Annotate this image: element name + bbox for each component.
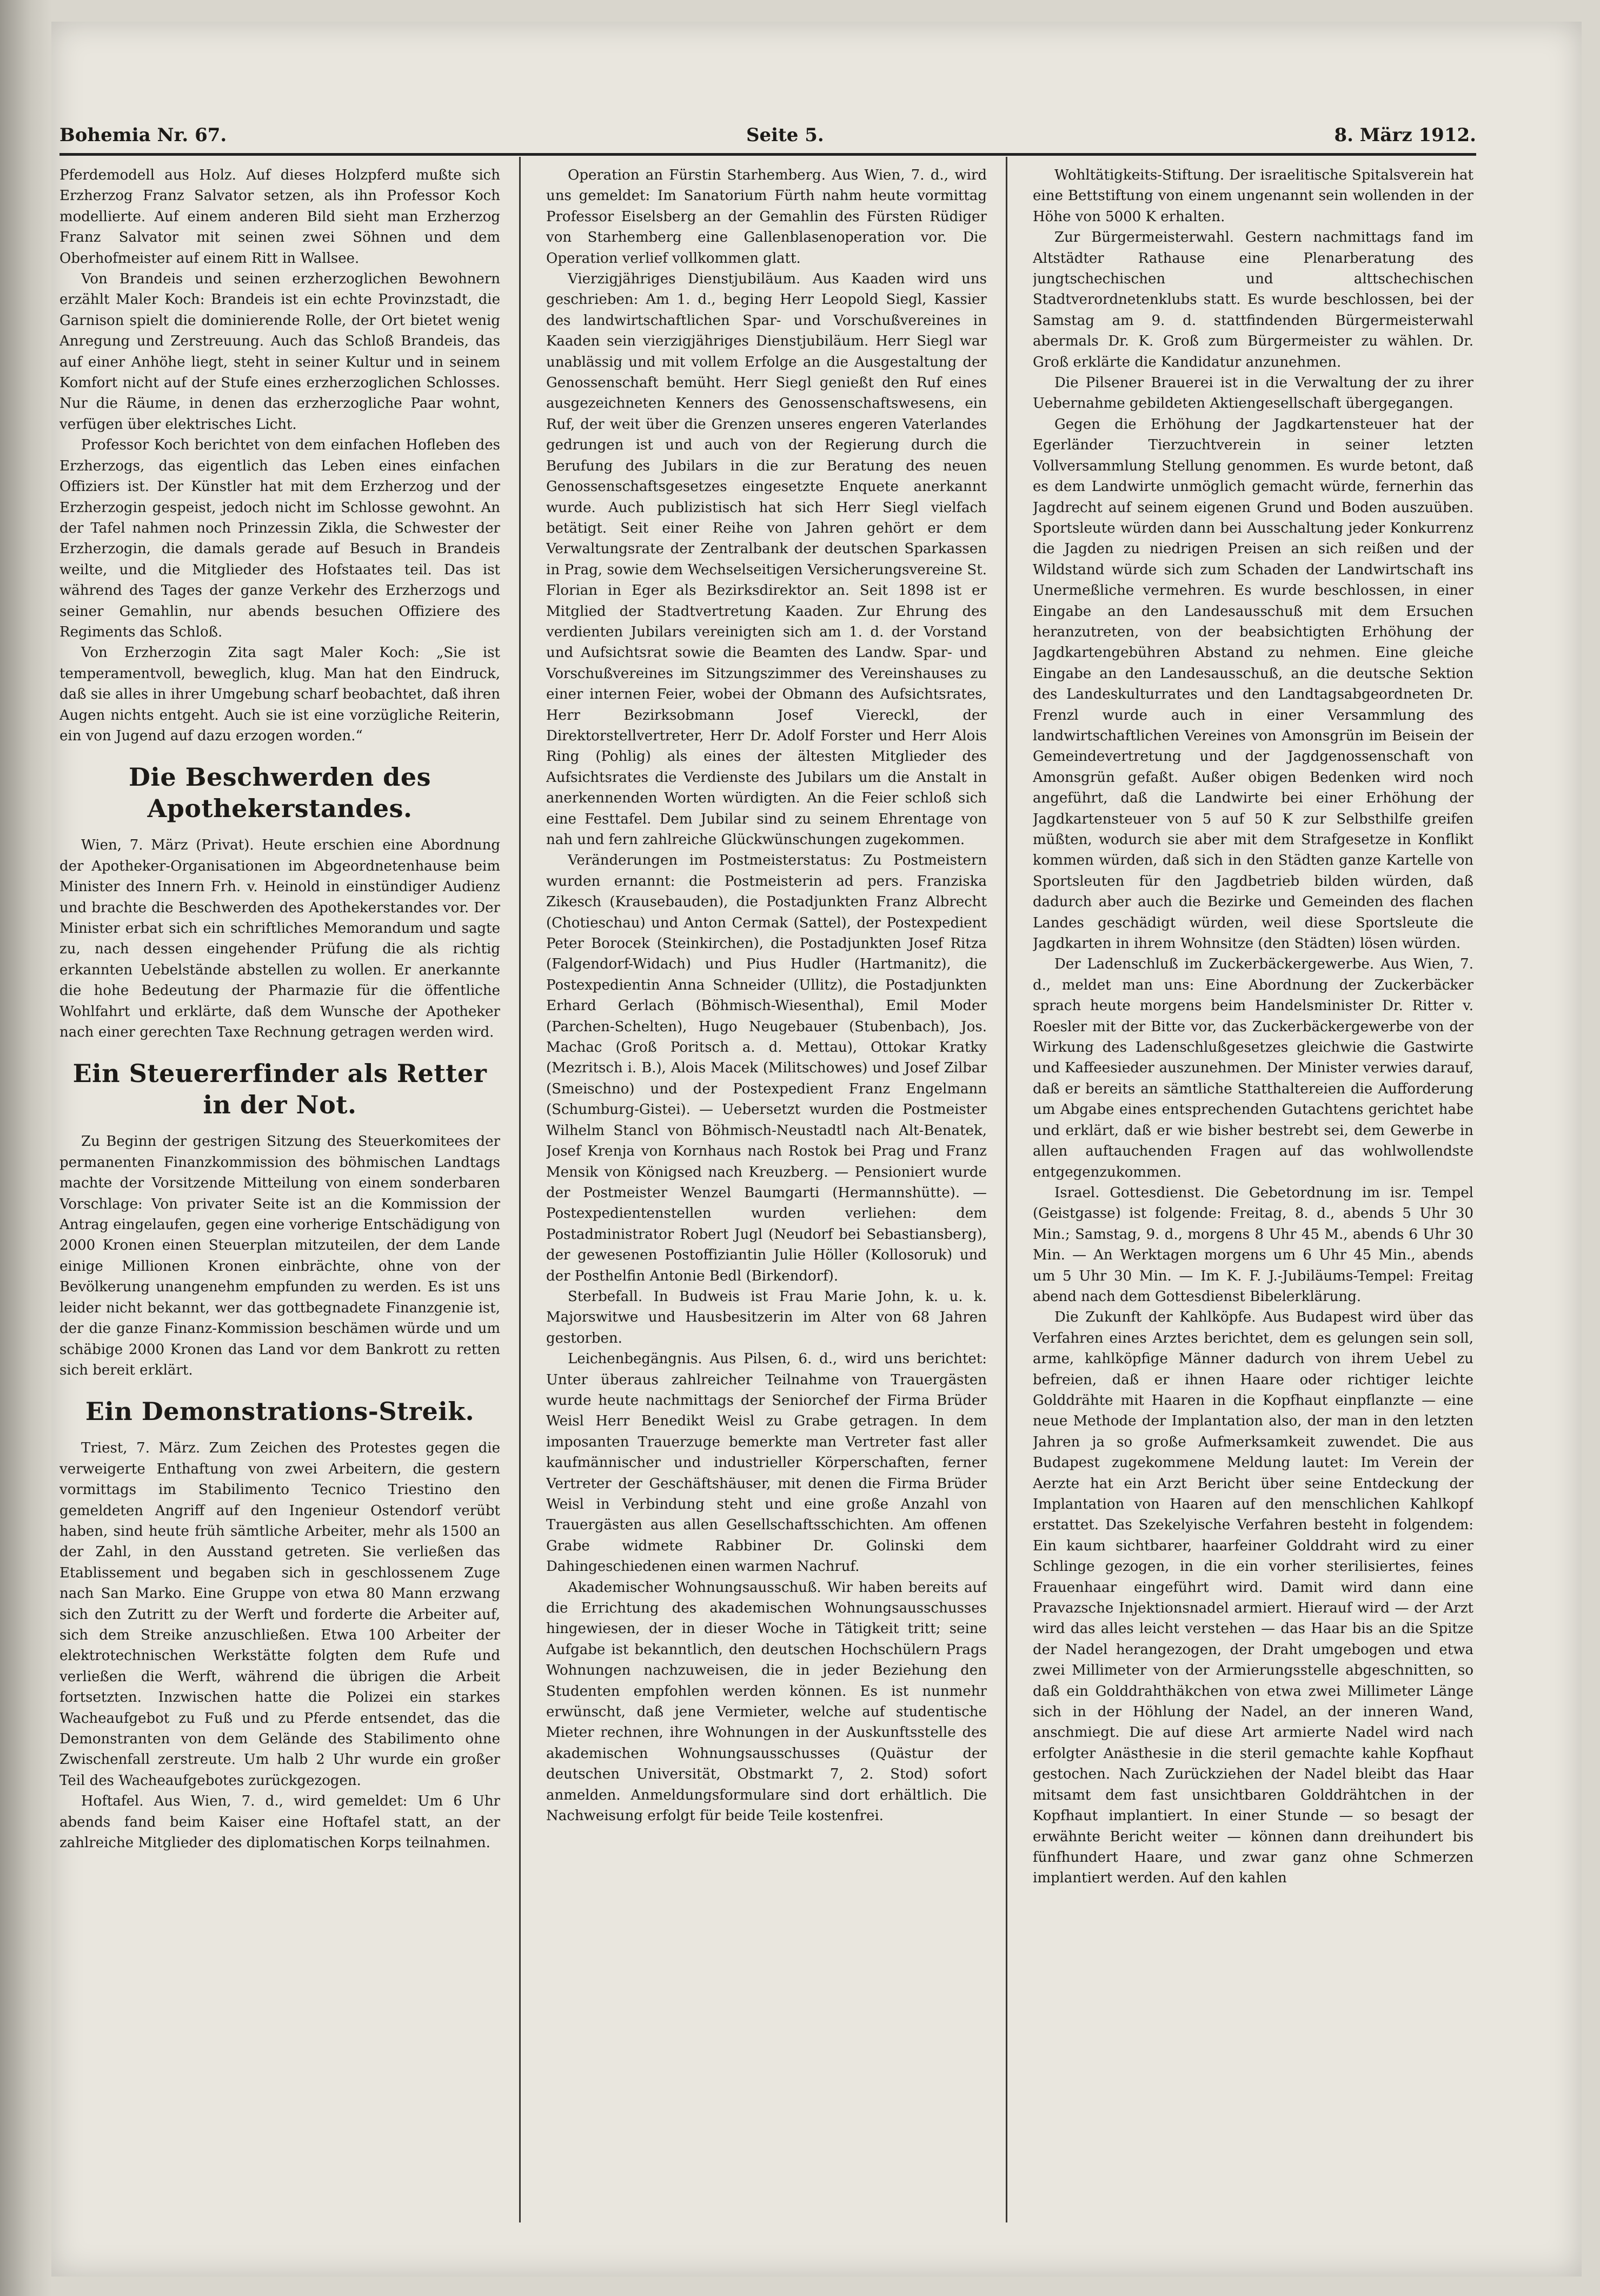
- column-3: [1033, 165, 1473, 2220]
- article-heading: Die Beschwerden des Apothekerstandes.: [129, 762, 431, 824]
- article-text: Professor Koch berichtet von dem einfachen Hofleben des Erzherzogs, das eigentlich das Leben eines einfachen Offiziers ist. Der Künstler hat mit dem Erzherzog und der Erzherzogin gespeist, jedoch nicht im Schlosse gewohnt. An der Tafel nahmen noch Prinzessin Zikla, die Schwester der Erzherzogin, die damals gerade auf Besuch in Brandeis weilte, und die Mitglieder des Hofstaates teil. Das ist während des Tages der ganze Verkehr des Erzherzogs und seiner Gemahlin, nur abends besuchen Offiziere des Regiments das Schloß.: [59, 437, 500, 640]
- article-heading: Ein Demonstrations-Streik.: [85, 1397, 475, 1426]
- article-text: Zu Beginn der gestrigen Sitzung des Steuerkomitees der permanenten Finanzkommission des böhmischen Landtags machte der Vorsitzende Mitteilung von einem sonderbaren Vorschlage: Von privater Seite ist an die Kommission der Antrag eingelaufen, gegen eine vorherige Entschädigung von 2000 Kronen einen Steuerplan mitzuteilen, der dem Lande einige Millionen Kronen einbrächte, ohne von der Bevölkerung unangenehm empfunden zu werden. Es ist uns leider nicht bekannt, wer das gottbegnadete Finanzgenie ist, der die ganze Finanz-Kommission beschämen würde und um schäbige 2000 Kronen das Land vor dem Bankrott zu retten sich bereit erklärt.: [59, 1133, 500, 1378]
- article-text: Operation an Fürstin Starhemberg. Aus Wien, 7. d., wird uns gemeldet: Im Sanatorium Fürth nahm heute vormittag Professor Eiselsberg an der Gemahlin des Fürsten Rüdiger von Starhemberg eine Gallenblasenoperation vor. Die Operation verlief vollkommen glatt.: [546, 167, 987, 267]
- header-rule: [59, 153, 1476, 156]
- article-text: Die Zukunft der Kahlköpfe. Aus Budapest wird über das Verfahren eines Arztes berichtet, dem es gelungen sein soll, arme, kahlköpfige Männer dadurch von ihrem Uebel zu befreien, daß er ihnen Haare oder richtiger leichte Golddrähte mit Haaren in die Kopfhaut einpflanzte — eine neue Methode der Implantation also, der man in den letzten Jahren ja so große Aufmerksamkeit zuwendet. Die aus Budapest zugekommene Meldung lautet: Im Verein der Aerzte hat ein Arzt Bericht über seine Entdeckung der Implantation von Haaren auf den menschlichen Kahlkopf erstattet. Das Szekelyische Verfahren besteht in folgendem: Ein kaum sichtbarer, haarfeiner Golddraht wird zu einer Schlinge gezogen, in die ein vorher sterilisiertes, feines Frauenhaar eingeführt wird. Damit wird dann eine Pravazsche Injektionsnadel armiert. Hierauf wird — der Arzt wird das alles leicht verstehen — das Haar bis an die Spitze der Nadel herangezogen, der Draht umgebogen und etwa zwei Millimeter von der Armierungsstelle abgeschnitten, so daß ein Golddrahthäkchen von etwa zwei Millimeter Länge sich in der Höhlung der Nadel, an der inneren Wand, anschmiegt. Die auf diese Art armierte Nadel wird nach erfolgter Anästhesie in die steril gemachte kahle Kopfhaut gestochen. Nach Zurückziehen der Nadel bleibt das Haar mitsamt dem fast unsichtbaren Golddrähtchen in der Kopfhaut implantiert. In einer Stunde — so besagt der erwähnte Bericht weiter — können dann dreihundert bis fünfhundert Haare, und zwar ganz ohne Schmerzen implantiert werden. Auf den kahlen: [1033, 1309, 1473, 1887]
- header-date: 8. März 1912.: [1334, 124, 1476, 146]
- column-2: [546, 165, 987, 2220]
- article-text: Wien, 7. März (Privat). Heute erschien eine Abordnung der Apotheker-Organisationen im Abgeordnetenhause beim Minister des Innern Frh. v. Heinold in einstündiger Audienz und brachte die Beschwerden des Apothekerstandes vor. Der Minister erbat sich ein schriftliches Memorandum und sagte zu, nach dessen eingehender Prüfung die als richtig erkannten Uebelstände abstellen zu wollen. Er anerkannte die hohe Bedeutung der Pharmazie für die öffentliche Wohlfahrt und erklärte, daß dem Wunsche der Apotheker nach einer gerechten Taxe Rechnung getragen werden wird.: [59, 837, 500, 1041]
- article-text: Pferdemodell aus Holz. Auf dieses Holzpferd mußte sich Erzherzog Franz Salvator setzen, als ihn Professor Koch modellierte. Auf einem anderen Bild sieht man Erzherzog Franz Salvator mit seinen zwei Söhnen und dem Oberhofmeister auf einem Ritt in Wallsee.: [59, 167, 500, 267]
- article-text: Die Pilsener Brauerei ist in die Verwaltung der zu ihrer Uebernahme gebildeten Aktiengesellschaft übergegangen.: [1033, 375, 1473, 412]
- article-text: Leichenbegängnis. Aus Pilsen, 6. d., wird uns berichtet: Unter überaus zahlreicher Teilnahme von Trauergästen wurde heute nachmittags der Seniorchef der Firma Brüder Weisl Herr Benedikt Weisl zu Grabe getragen. In dem imposanten Trauerzuge bemerkte man Vertreter fast aller kaufmännischer und industrieller Körperschaften, ferner Vertreter der Geschäftshäuser, mit denen die Firma Brüder Weisl in Verbindung steht und eine große Anzahl von Trauergästen aus allen Gesellschaftsschichten. Am offenen Grabe widmete Rabbiner Dr. Golinski dem Dahingeschiedenen einen warmen Nachruf.: [546, 1351, 987, 1575]
- article-text: Triest, 7. März. Zum Zeichen des Protestes gegen die verweigerte Enthaftung von zwei Arbeitern, die gestern vormittags im Stabilimento Tecnico Triestino den gemeldeten Angriff auf den Ingenieur Ostendorf verübt haben, sind heute früh sämtliche Arbeiter, mehr als 1500 an der Zahl, in den Ausstand getreten. Sie verließen das Etablissement und begaben sich in geschlossenem Zuge nach San Marko. Eine Gruppe von etwa 80 Mann erzwang sich den Zutritt zu der Werft und forderte die Arbeiter auf, sich dem Streike anzuschließen. Etwa 100 Arbeiter der elektrotechnischen Werkstätte folgten dem Rufe und verließen die Werft, während die übrigen die Arbeit fortsetzten. Inzwischen hatte die Polizei ein starkes Wacheaufgebot zu Fuß und zu Pferde entsendet, das die Demonstranten von dem Gelände des Stabilimento ohne Zwischenfall zerstreute. Um halb 2 Uhr wurde ein großer Teil des Wacheaufgebotes zurückgezogen.: [59, 1440, 500, 1789]
- column-1: [59, 165, 500, 2220]
- header-page-number: Seite 5.: [746, 124, 824, 146]
- article-text: Israel. Gottesdienst. Die Gebetordnung im isr. Tempel (Geistgasse) ist folgende: Freitag, 8. d., abends 5 Uhr 30 Min.; Samstag, 9. d., morgens 8 Uhr 45 M., abends 6 Uhr 30 Min. — An Werktagen morgens um 6 Uhr 45 Min., abends um 5 Uhr 30 Min. — Im K. F. J.-Jubiläums-Tempel: Freitag abend nach dem Gottesdienst Bibelerklärung.: [1033, 1184, 1473, 1305]
- article-text: Vierzigjähriges Dienstjubiläum. Aus Kaaden wird uns geschrieben: Am 1. d., beging Herr Leopold Siegl, Kassier des landwirtschaftlichen Spar- und Vorschußvereines in Kaaden sein vierzigjähriges Dienstjubiläum. Herr Siegl war unablässig und mit vollem Erfolge an die Ausgestaltung der Genossenschaft bemüht. Herr Siegl genießt den Ruf eines ausgezeichneten Kenners des Genossenschaftswesens, ein Ruf, der weit über die Grenzen unseres engeren Vaterlandes gedrungen ist und auch von der Regierung durch die Berufung des Jubilars in die zur Beratung des neuen Genossenschaftsgesetzes eingesetzte Enquete anerkannt wurde. Auch publizistisch hat sich Herr Siegl vielfach betätigt. Seit einer Reihe von Jahren gehört er dem Verwaltungsrate der Zentralbank der deutschen Sparkassen in Prag, sowie dem Wechselseitigen Versicherungsvereine St. Florian in Eger als Bezirksdirektor an. Seit 1898 ist er Mitglied der Stadtvertretung Kaaden. Zur Ehrung des verdienten Jubilars vereinigten sich am 1. d. der Vorstand und Aufsichtsrat sowie die Beamten des Landw. Spar- und Vorschußvereines im Sitzungszimmer des Vereinshauses zu einer internen Feier, wobei der Obmann des Aufsichtsrates, Herr Bezirksobmann Josef Viereckl, der Direktorstellvertreter, Herr Dr. Adolf Forster und Herr Alois Ring (Pohlig) als eines der ältesten Mitglieder des Aufsichtsrates die Verdienste des Jubilars um die Anstalt in anerkennenden Worten würdigten. An die Feier schloß sich eine Festtafel. Dem Jubilar sind zu seinem Ehrentage von nah und fern zahlreiche Glückwünschungen zugekommen.: [546, 271, 987, 848]
- page-header: [59, 103, 1476, 151]
- column-divider: [1006, 157, 1007, 2222]
- article-text: Gegen die Erhöhung der Jagdkartensteuer hat der Egerländer Tierzuchtverein in seiner letzten Vollversammlung Stellung genommen. Es wurde betont, daß es dem Landwirte unmöglich gemacht würde, fernerhin das Jagdrecht auf seinem eigenen Grund und Boden auszuüben. Sportsleute würden dann bei Ausschaltung jeder Konkurrenz die Jagden zu niedrigen Preisen an sich reißen und der Wildstand würde sich zum Schaden der Landwirtschaft ins Unermeßliche vermehren. Es wurde beschlossen, in einer Eingabe an den Landesausschuß mit dem Ersuchen heranzutreten, von der beabsichtigten Erhöhung der Jagdkartengebühren Abstand zu nehmen. Eine gleiche Eingabe an den Landesausschuß, an die deutsche Sektion des Landeskulturrates und den Landtagsabgeordneten Dr. Frenzl wurde auch in einer Versammlung des landwirtschaftlichen Vereines von Amonsgrün im Beisein der Gemeindevertretung und der Jagdgenossenschaft von Amonsgrün gefaßt. Außer obigen Bedenken wird noch angeführt, daß die Landwirte bei einer Erhöhung der Jagdkartensteuer von 5 auf 50 K zur Selbsthilfe greifen müßten, wodurch sie aber mit dem Strafgesetze in Konflikt kommen würden, daß sich in den Städten ganze Kartelle von Sportsleuten für den Jagdbetrieb bilden würden, daß dadurch aber auch die Bezirke und Gemeinden des flachen Landes geschädigt würden, weil diese Sportsleute die Jagdkarten in ihrem Wohnsitze (den Städten) lösen würden.: [1033, 416, 1473, 952]
- article-text: Veränderungen im Postmeisterstatus: Zu Postmeistern wurden ernannt: die Postmeisterin ad pers. Franziska Zikesch (Krausebauden), die Postadjunkten Franz Albrecht (Chotieschau) und Anton Cermak (Sattel), der Postexpedient Peter Borocek (Steinkirchen), die Postadjunkten Josef Ritza (Falgendorf-Widach) und Pius Hudler (Hartmanitz), die Postexpedientin Anna Schneider (Ullitz), die Postadjunkten Erhard Gerlach (Böhmisch-Wiesenthal), Emil Moder (Parchen-Schelten), Hugo Neugebauer (Stubenbach), Jos. Machac (Groß Poritsch a. d. Mettau), Ottokar Kratky (Mezritsch i. B.), Alois Macek (Militschowes) und Josef Zilbar (Smeischno) und der Postexpedient Franz Engelmann (Schumburg-Gistei). — Uebersetzt wurden die Postmeister Wilhelm Stancl von Böhmisch-Neustadtl nach Alt-Benatek, Josef Krenja von Kornhaus nach Rostok bei Prag und Franz Mensik von Königsed nach Kreuzberg. — Pensioniert wurde der Postmeister Wenzel Baumgarti (Hermannshütte). — Postexpedientenstellen wurden verliehen: dem Postadministrator Robert Jugl (Neudorf bei Sebastiansberg), der gewesenen Postoffiziantin Julie Höller (Kollosoruk) und der Posthelfin Antonie Bedl (Birkendorf).: [546, 852, 987, 1284]
- article-heading: Ein Steuererfinder als Retter in der Not.: [72, 1059, 487, 1120]
- header-masthead: Bohemia Nr. 67.: [59, 124, 227, 146]
- article-text: Von Brandeis und seinen erzherzoglichen Bewohnern erzählt Maler Koch: Brandeis ist ein echte Provinzstadt, die Garnison spielt die dominierende Rolle, der Ort bietet wenig Anregung und Zerstreuung. Auch das Schloß Brandeis, das auf einer Anhöhe liegt, steht in seiner Kultur und in seinem Komfort nicht auf der Stufe eines erzherzoglichen Schlosses. Nur die Räume, in denen das erzherzogliche Paar wohnt, verfügen über elektrisches Licht.: [59, 271, 500, 433]
- article-text: Akademischer Wohnungsausschuß. Wir haben bereits auf die Errichtung des akademischen Wohnungsausschusses hingewiesen, der in dieser Woche in Tätigkeit tritt; seine Aufgabe ist bekanntlich, den deutschen Hochschülern Prags Wohnungen nachzuweisen, die in jeder Beziehung den Studenten empfohlen werden können. Es ist nunmehr erwünscht, daß jene Vermieter, welche auf studentische Mieter rechnen, ihre Wohnungen in der Auskunftsstelle des akademischen Wohnungsausschusses (Quästur der deutschen Universität, Obstmarkt 7, 2. Stod) sofort anmelden. Anmeldungsformulare sind dort erhältlich. Die Nachweisung erfolgt für beide Teile kostenfrei.: [546, 1579, 987, 1824]
- scan-edge: [0, 0, 51, 2296]
- article-text: Wohltätigkeits-Stiftung. Der israelitische Spitalsverein hat eine Bettstiftung von einem ungenannt sein wollenden in der Höhe von 5000 K erhalten.: [1033, 167, 1473, 225]
- article-text: Zur Bürgermeisterwahl. Gestern nachmittags fand im Altstädter Rathause eine Plenarberatung des jungtschechischen und alttschechischen Stadtverordnetenklubs statt. Es wurde beschlossen, bei der Samstag am 9. d. stattfindenden Bürgermeisterwahl abermals Dr. K. Groß zum Bürgermeister zu wählen. Dr. Groß erklärte die Kandidatur anzunehmen.: [1033, 229, 1473, 370]
- article-text: Der Ladenschluß im Zuckerbäckergewerbe. Aus Wien, 7. d., meldet man uns: Eine Abordnung der Zuckerbäcker sprach heute morgens beim Handelsminister Dr. Ritter v. Roesler mit der Bitte vor, das Zuckerbäckergewerbe von der Wirkung des Ladenschlußgesetzes gleichwie die Gastwirte und Kaffeesieder auszunehmen. Der Minister verwies darauf, daß er bereits an sämtliche Statthaltereien die Aufforderung um Abgabe eines entsprechenden Gutachtens gerichtet habe und erklärt, daß er wie bisher bestrebt sei, dem Gewerbe in allen auftauchenden Fragen auf das wohlwollendste entgegenzukommen.: [1033, 956, 1473, 1180]
- article-text: Sterbefall. In Budweis ist Frau Marie John, k. u. k. Majorswitwe und Hausbesitzerin im Alter von 68 Jahren gestorben.: [546, 1288, 987, 1346]
- column-divider: [519, 157, 521, 2222]
- article-text: Von Erzherzogin Zita sagt Maler Koch: „Sie ist temperamentvoll, beweglich, klug. Man hat den Eindruck, daß sie alles in ihrer Umgebung scharf beobachtet, daß ihren Augen nichts entgeht. Auch sie ist eine vorzügliche Reiterin, ein von Jugend auf dazu erzogen worden.“: [59, 645, 500, 744]
- article-text: Hoftafel. Aus Wien, 7. d., wird gemeldet: Um 6 Uhr abends fand beim Kaiser eine Hoftafel statt, an der zahlreiche Mitglieder des diplomatischen Korps teilnahmen.: [59, 1793, 500, 1852]
